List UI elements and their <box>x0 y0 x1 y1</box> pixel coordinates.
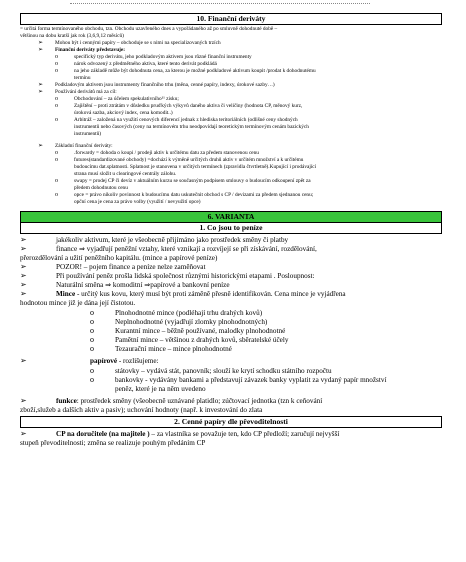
section-title-money: 1. Co jsou to peníze <box>20 222 442 234</box>
text-line: Používání derivátů má za cíl: <box>55 89 117 95</box>
text-line: termínu <box>74 75 91 81</box>
text-line: státovky – vydává stát, panovník; slouží ke krytí schodku státního rozpočtu <box>115 367 332 375</box>
arrow-bullet-icon: ➢ <box>38 46 44 53</box>
arrow-bullet-icon: ➢ <box>20 289 27 298</box>
text-line: úroková sazba, akciový index, cena komodit..) <box>74 110 173 116</box>
circle-bullet-icon: o <box>90 308 94 317</box>
circle-bullet-icon: o <box>90 335 94 344</box>
text-line: funkce: prostředek směny (všeobecně uznávané platidlo; zúčtovací jednotka (tzn k ceňování <box>56 397 323 405</box>
text-line: Arbitráž – založená na využití cenových diferencí jednak z hlediska teritoriálních (odlišné ceny shodných <box>74 117 298 123</box>
arrow-bullet-icon: ➢ <box>38 142 44 149</box>
text-line: nárok odvozený z předmětného aktiva, které tento derivát podkládá <box>74 61 217 67</box>
text-line: instrumentů) <box>74 131 102 137</box>
text-line: Naturální směna ⇒ komoditní ⇒papírové a bankovní peníze <box>56 281 230 289</box>
circle-bullet-icon: o <box>90 375 94 384</box>
text-line: budoucímu dat.splatnosti. Splatnost je stanovena v určitých termínech (zpravidla čtvrtletně).Kupující i prodávající <box>74 164 317 170</box>
variant-title: 6. VARIANTA <box>20 211 442 223</box>
text-line: swapy = prodej CP či devíz v aktuálním kurzu se současným podpisem smlouvy o budoucím odkoupení zpět za <box>74 178 311 184</box>
text-line: Základní finanční deriváty: <box>55 143 113 149</box>
text-line: bankovky - vydávány bankami a představují závazek banky vyplatit za vydaný papír množství <box>115 376 387 384</box>
arrow-bullet-icon: ➢ <box>20 262 27 271</box>
text-line: POZOR! – pojem finance a peníze nelze zaměňovat <box>56 263 206 271</box>
text-line: futures(standardizované obchody) =dochází k výměně určitých druhů aktiv v určitém množství a k určitému <box>74 157 304 163</box>
text-line: specifický typ derivátu, jeho podkladovým aktivem jsou různé finanční instrumenty <box>74 54 252 60</box>
text-line: většinou na dobu kratší jak rok (3,6,9,12 měsíců) <box>20 33 124 39</box>
text-line: jakékoliv aktivum, které je všeobecně přijímáno jako prostředek směny či platby <box>56 236 289 244</box>
text-line: strana musí složit u clearingové centrály zálohu. <box>74 171 177 177</box>
text-line: peněz, které je na něm uvedeno <box>115 385 206 393</box>
text-line: Podkladovým aktivem jsou instrumenty finančního trhu (měna, cenné papíry, indexy, úrokové sazby…) <box>55 82 275 88</box>
arrow-bullet-icon: ➢ <box>20 235 27 244</box>
text-line: Neplnohodnotné (vyjadřují zlomky plnohodnotných) <box>115 318 268 326</box>
circle-bullet-icon: o <box>90 344 94 353</box>
arrow-bullet-icon: ➢ <box>20 356 27 365</box>
text-line: = určitá forma termínovaného obchodu, tzn. Obchodu uzavřeného dnes a vypořádaného až po smluvně dohodnuté době – <box>20 26 278 32</box>
circle-bullet-icon: o <box>55 61 58 67</box>
text-line: papírové - rozlišujeme: <box>90 357 159 365</box>
section-title-securities: 2. Cenné papíry dle převoditelnosti <box>20 416 442 428</box>
circle-bullet-icon: o <box>90 366 94 375</box>
circle-bullet-icon: o <box>55 157 58 163</box>
section-title-financial-derivatives: 10. Finanční deriváty <box>20 13 442 25</box>
arrow-bullet-icon: ➢ <box>38 81 44 88</box>
text-line: Mohou být i cennými papíry – obchoduje se s nimi na specializovaných trzích <box>55 40 221 46</box>
text-line: Zajištění – proti ztrátám v důsledku pruďkých výkyvů daného aktiva či veličiny (hodnota CP, měnový kurz, <box>74 103 303 109</box>
text-line: CP na doručitele (na majitele ) – za vlastníka se považuje ten, kdo CP předloží; zaručují nejvyšší <box>56 430 340 438</box>
circle-bullet-icon: o <box>55 54 58 60</box>
text-line: finance ⇒ vyjadřují peněžní vztahy, které vznikají a rozvíjejí se při získávání, rozdělování, <box>56 245 317 253</box>
text-line: na jeho základě může být dohodnuta cena, za kterou je možné podkladové aktivum koupit /prodat k dohodnutému <box>74 68 316 74</box>
text-line: přerozdělování a užití peněžního kapitálu. (mince a papírové peníze) <box>20 254 218 262</box>
text-line: stupeň převoditelnosti; změna se realizuje pouhým předáním CP <box>20 439 206 447</box>
text-line: Při používání peněz prošla lidská společnost různými historickými etapami . Posloupnost: <box>56 272 315 280</box>
text-line: instrumentů nebo časových (ceny na termínovém trhu neodpovídají teoretickým termínovým cenám bazických <box>74 124 309 130</box>
text-line: Tezaurační mince – mince plnohodnotné <box>115 345 232 353</box>
text-line: Kurantní mince – běžně používané, malodky plnohodnotné <box>115 327 286 335</box>
circle-bullet-icon: o <box>55 117 58 123</box>
text-line: zboží,služeb a dalších aktiv a pasiv); uchování hodnoty (např. k investování do zlata <box>20 406 263 414</box>
arrow-bullet-icon: ➢ <box>20 429 27 438</box>
cut-off-text <box>70 0 370 4</box>
arrow-bullet-icon: ➢ <box>20 244 27 253</box>
arrow-bullet-icon: ➢ <box>20 280 27 289</box>
text-line: hodnotou mince již je dána její čistotou. <box>20 299 136 307</box>
arrow-bullet-icon: ➢ <box>38 88 44 95</box>
text-line: .forwardy = dohoda o koupi / prodeji aktiv k určitému datu za předem stanovenou cenu <box>74 150 259 156</box>
circle-bullet-icon: o <box>55 192 58 198</box>
circle-bullet-icon: o <box>55 103 58 109</box>
circle-bullet-icon: o <box>55 150 58 156</box>
text-line: Pamětní mince – většinou z drahých kovů, sběratelské účely <box>115 336 289 344</box>
circle-bullet-icon: o <box>90 317 94 326</box>
circle-bullet-icon: o <box>55 68 58 74</box>
text-line: Finanční deriváty představuje: <box>55 47 126 53</box>
text-line: Mince - určitý kus kovu, který musí být proti záměně přesně identifikován. Cena mince je vyjádřena <box>56 290 346 298</box>
circle-bullet-icon: o <box>55 96 58 102</box>
text-line: předem dohodnutou cenu <box>74 185 128 191</box>
text-line: Plnohodnotné mince (podléhají trhu drahých kovů) <box>115 309 263 317</box>
arrow-bullet-icon: ➢ <box>38 39 44 46</box>
text-line: opce = právo nikoliv povinnost k budoucímu datu uskutečnit obchod s CP / devizami za předem sjednanou cenu; <box>74 192 314 198</box>
text-line: Obchodování – za účelem spekulativního¹¹ zisku; <box>74 96 179 102</box>
circle-bullet-icon: o <box>90 326 94 335</box>
circle-bullet-icon: o <box>55 178 58 184</box>
text-line: opční cena je cena za právo volby (využití / nevyužití opce) <box>74 199 201 205</box>
arrow-bullet-icon: ➢ <box>20 396 27 405</box>
arrow-bullet-icon: ➢ <box>20 271 27 280</box>
